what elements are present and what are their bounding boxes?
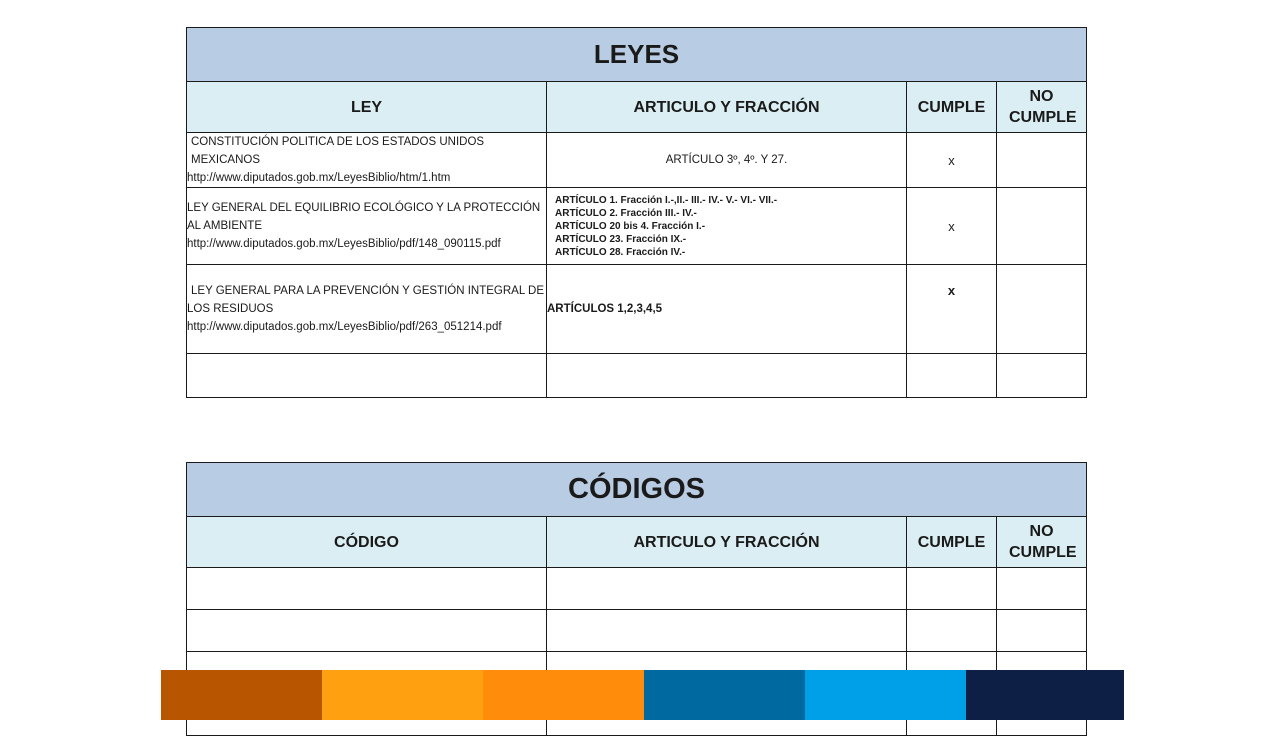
header-cumple: CUMPLE: [907, 82, 997, 133]
articles-cell: [547, 188, 907, 265]
footer-color-band: [161, 670, 1124, 720]
laws-title: LEYES: [187, 28, 1087, 82]
cumple-mark: x: [907, 265, 997, 354]
empty-cell: [547, 568, 907, 610]
table-row: [187, 188, 1087, 265]
law-link[interactable]: http://www.diputados.gob.mx/LeyesBiblio/pdf/148_090115.pdf: [187, 238, 501, 250]
law-name: LEY GENERAL DEL EQUILIBRIO ECOLÓGICO Y LA PROTECCIÓN AL AMBIENTE: [187, 202, 541, 232]
header-codigo: CÓDIGO: [187, 517, 547, 568]
empty-cell: [907, 354, 997, 398]
footer-segment: [644, 670, 805, 720]
empty-cell: [187, 354, 547, 398]
footer-segment: [322, 670, 483, 720]
table-row: [187, 265, 1087, 354]
table-row: [187, 610, 1087, 652]
articles-cell: ARTÍCULOS 1,2,3,4,5: [547, 265, 907, 354]
codes-title: CÓDIGOS: [187, 463, 1087, 517]
header-articulo: ARTICULO Y FRACCIÓN: [547, 82, 907, 133]
header-no-cumple: NO CUMPLE: [997, 82, 1087, 133]
header-cumple: CUMPLE: [907, 517, 997, 568]
header-articulo: ARTICULO Y FRACCIÓN: [547, 517, 907, 568]
article-line: ARTÍCULO 1. Fracción I.-,II.- III.- IV.- V.- VI.- VII.-: [555, 194, 778, 206]
empty-cell: [187, 568, 547, 610]
header-no-cumple: NO CUMPLE: [997, 517, 1087, 568]
article-line: ARTÍCULO 20 bis 4. Fracción I.-: [555, 220, 706, 232]
law-link[interactable]: http://www.diputados.gob.mx/LeyesBiblio/htm/1.htm: [187, 172, 451, 184]
no-cumple-mark: [997, 188, 1087, 265]
cumple-mark: x: [907, 188, 997, 265]
table-row: [187, 568, 1087, 610]
footer-segment: [483, 670, 644, 720]
law-link[interactable]: http://www.diputados.gob.mx/LeyesBiblio/pdf/263_051214.pdf: [187, 321, 502, 333]
empty-cell: [547, 354, 907, 398]
law-name-cell: [187, 133, 547, 188]
empty-cell: [997, 354, 1087, 398]
cumple-mark: x: [907, 133, 997, 188]
law-name: CONSTITUCIÓN POLITICA DE LOS ESTADOS UNIDOS MEXICANOS: [191, 136, 485, 166]
table-row: [187, 133, 1087, 188]
empty-cell: [907, 610, 997, 652]
footer-segment: [805, 670, 966, 720]
empty-cell: [187, 610, 547, 652]
article-line: ARTÍCULO 23. Fracción IX.-: [555, 233, 687, 245]
footer-segment: [161, 670, 322, 720]
no-cumple-mark: [997, 133, 1087, 188]
law-name-cell: [187, 265, 547, 354]
law-name: LEY GENERAL PARA LA PREVENCIÓN Y GESTIÓN INTEGRAL DE LOS RESIDUOS: [187, 285, 544, 315]
empty-cell: [907, 568, 997, 610]
law-name-cell: [187, 188, 547, 265]
empty-cell: [997, 610, 1087, 652]
article-line: ARTÍCULO 2. Fracción III.- IV.-: [555, 207, 697, 219]
no-cumple-mark: [997, 265, 1087, 354]
laws-table: [186, 27, 1087, 398]
empty-cell: [997, 568, 1087, 610]
header-ley: LEY: [187, 82, 547, 133]
articles-cell: ARTÍCULO 3º, 4º. Y 27.: [547, 133, 907, 188]
article-line: ARTÍCULO 28. Fracción IV.-: [555, 246, 686, 258]
footer-segment: [966, 670, 1124, 720]
empty-cell: [547, 610, 907, 652]
table-row: [187, 354, 1087, 398]
